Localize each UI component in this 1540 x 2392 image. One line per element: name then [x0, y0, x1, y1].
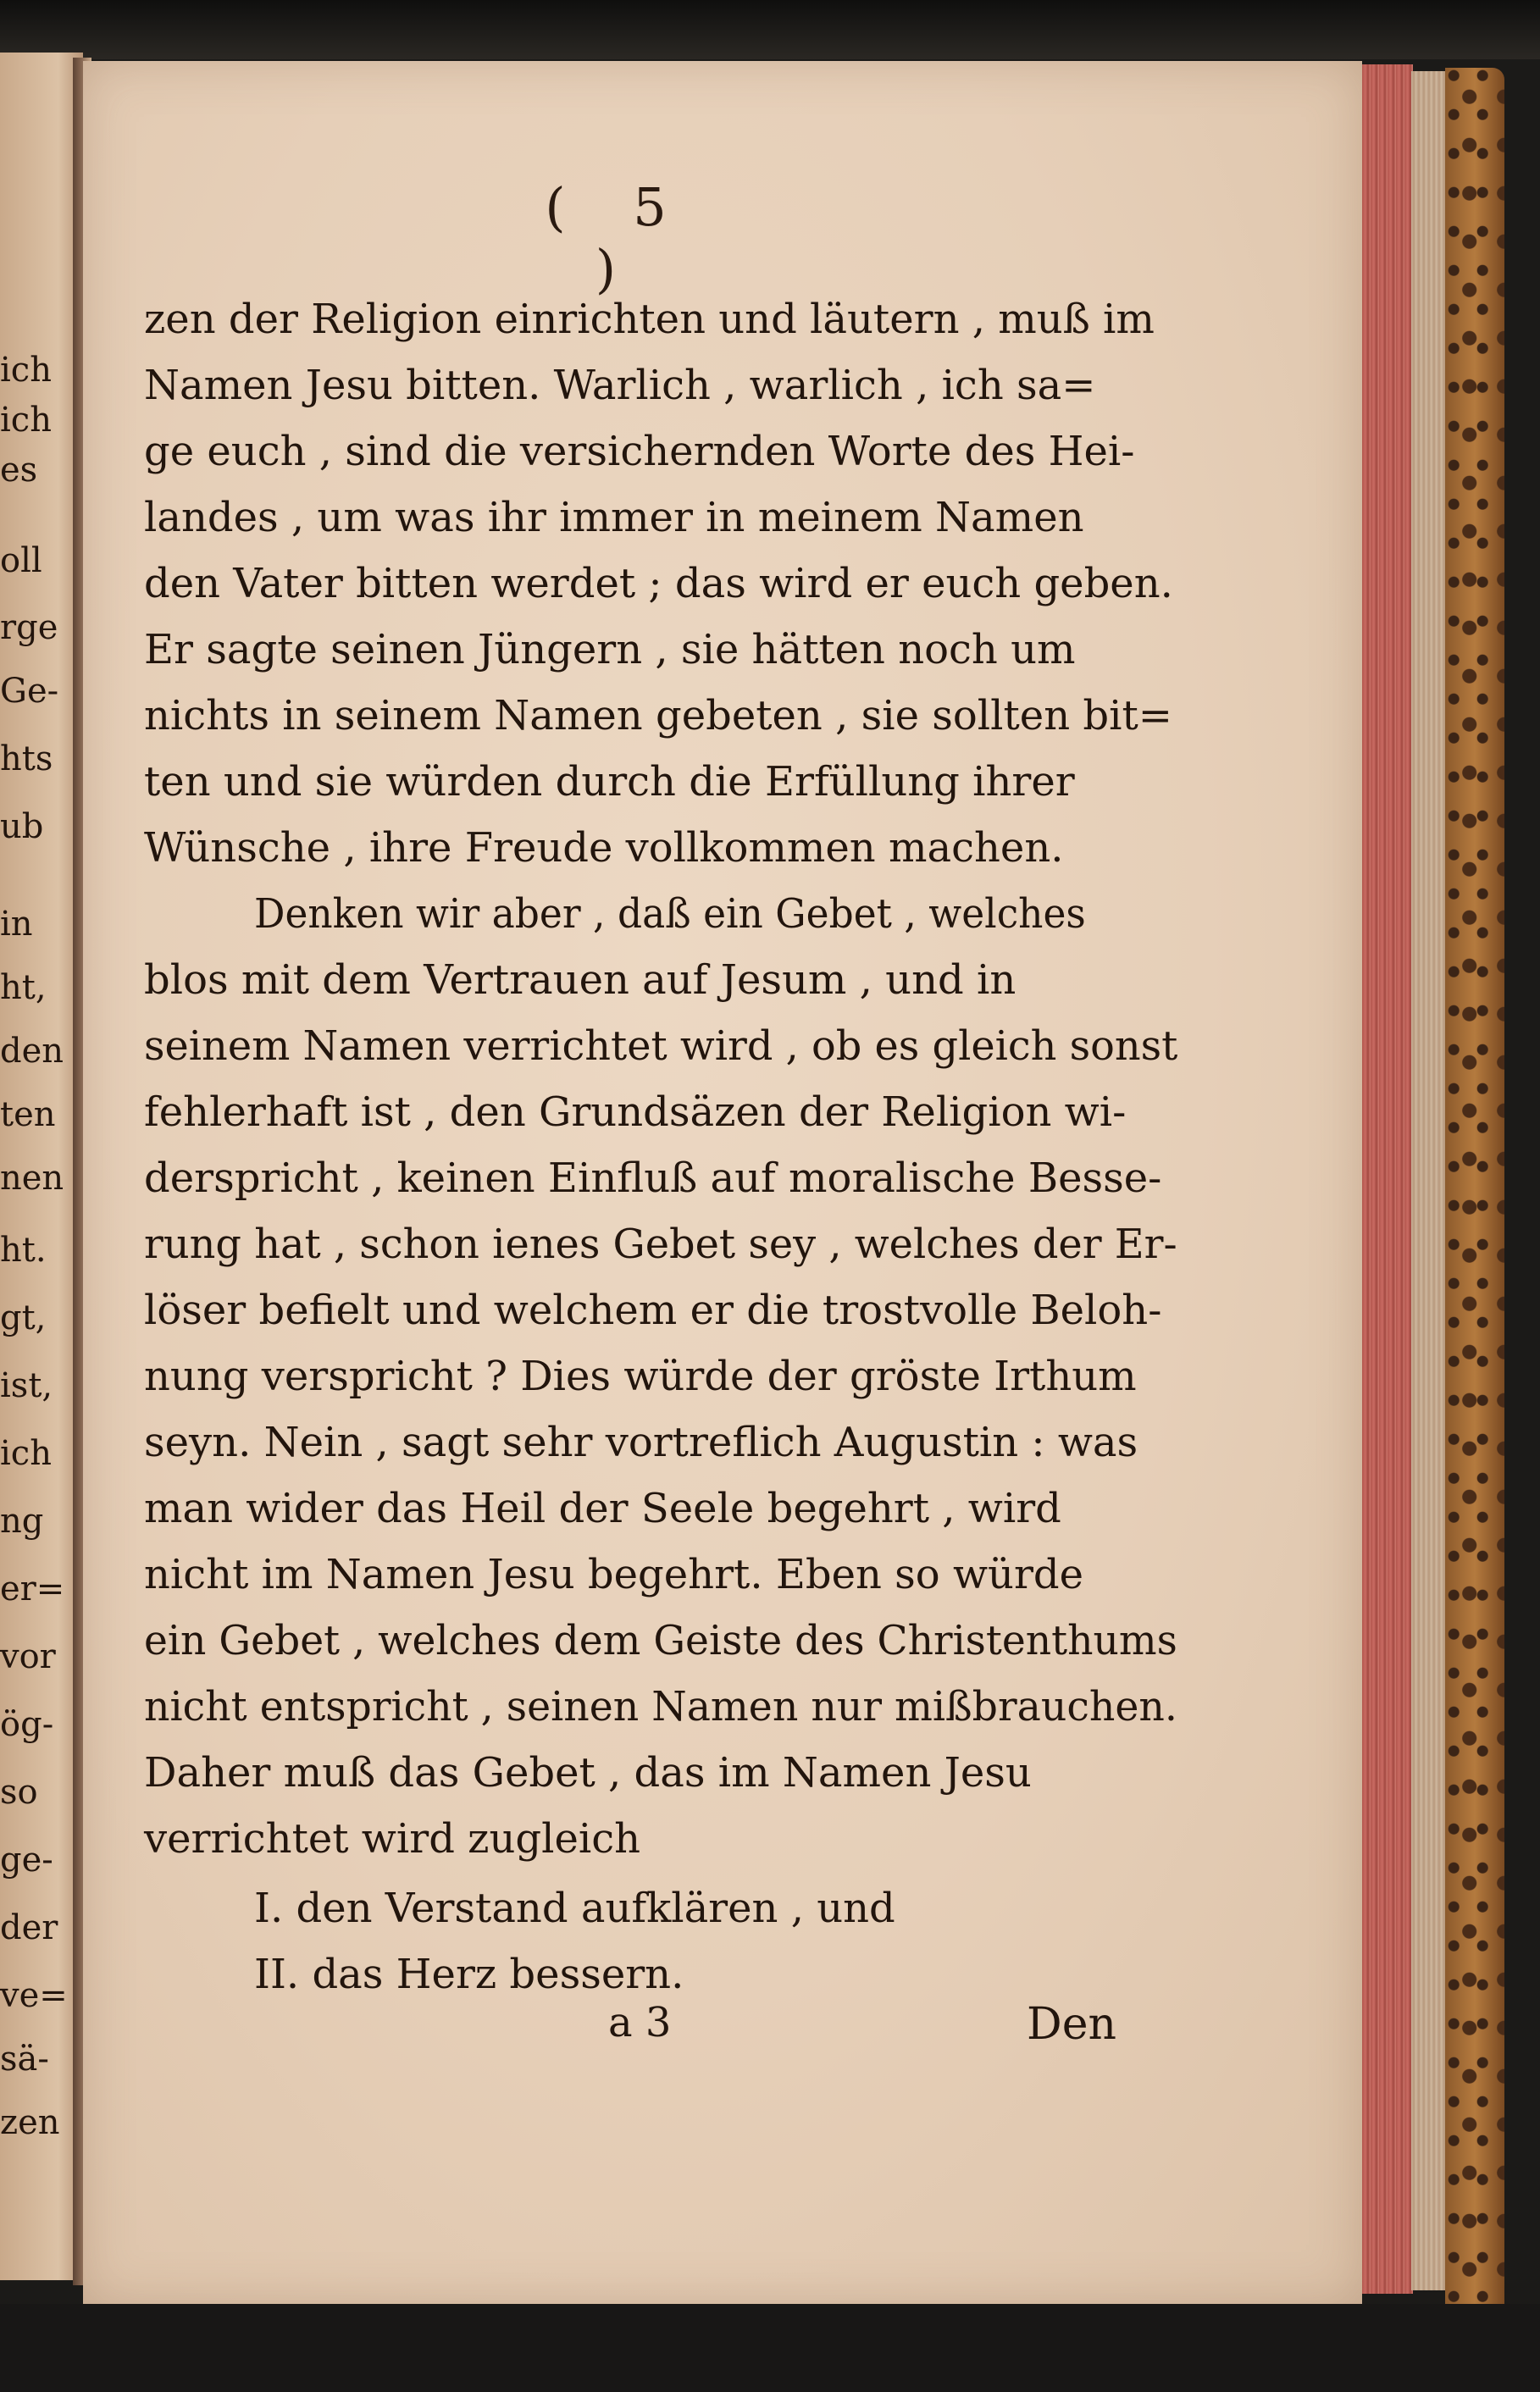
text-line: löser befielt und welchem er die trostvolle Beloh- — [144, 1287, 1162, 1334]
left-page-line: den — [0, 1032, 64, 1071]
left-page-line: zen — [0, 2103, 60, 2142]
text-line: seinem Namen verrichtet wird , ob es gleich sonst — [144, 1022, 1178, 1070]
text-line: verrichtet wird zugleich — [144, 1815, 641, 1863]
left-page-line: ub — [0, 807, 44, 846]
text-line: ten und sie würden durch die Erfüllung ihrer — [144, 758, 1075, 806]
left-page-line: sä- — [0, 2040, 49, 2079]
text-line: Daher muß das Gebet , das im Namen Jesu — [144, 1749, 1032, 1797]
text-line: man wider das Heil der Seele begehrt , wird — [144, 1485, 1061, 1532]
text-line: nicht im Namen Jesu begehrt. Eben so würde — [144, 1551, 1084, 1598]
left-page-line: Ge- — [0, 672, 59, 711]
left-page-line: ich — [0, 1434, 52, 1473]
text-line: Wünsche , ihre Freude vollkommen machen. — [144, 824, 1064, 872]
red-page-edges — [1354, 64, 1413, 2294]
left-page-line: rge — [0, 608, 58, 647]
left-page-line: ich — [0, 351, 52, 390]
text-line: Denken wir aber , daß ein Gebet , welches — [254, 890, 1086, 938]
list-item: I. den Verstand aufklären , und — [254, 1885, 895, 1932]
left-page-fragment — [0, 53, 83, 2280]
left-page-line: nen — [0, 1159, 64, 1198]
text-line: Namen Jesu bitten. Warlich , warlich , ich sa= — [144, 362, 1096, 409]
left-page-line: in — [0, 905, 33, 944]
text-line: zen der Religion einrichten und läutern , muß im — [144, 296, 1155, 343]
left-page-line: ge- — [0, 1841, 53, 1880]
list-item: II. das Herz bessern. — [254, 1951, 684, 1998]
text-line: ein Gebet , welches dem Geiste des Christenthums — [144, 1617, 1177, 1664]
text-line: den Vater bitten werdet ; das wird er euch geben. — [144, 560, 1173, 607]
left-page-line: ist, — [0, 1366, 53, 1405]
signature-mark: a 3 — [608, 1999, 672, 2046]
left-page-line: der — [0, 1908, 58, 1947]
scan-background-bottom — [0, 2304, 1540, 2392]
left-page-line: oll — [0, 541, 42, 580]
left-page-line: ich — [0, 401, 52, 440]
text-line: nichts in seinem Namen gebeten , sie sollten bit= — [144, 692, 1172, 739]
left-page-line: ht. — [0, 1231, 47, 1270]
text-line: derspricht , keinen Einfluß auf moralische Besse- — [144, 1154, 1162, 1202]
left-page-line: ng — [0, 1502, 44, 1541]
left-page-line: gt, — [0, 1298, 47, 1337]
text-line: seyn. Nein , sagt sehr vortreflich Augustin : was — [144, 1419, 1138, 1466]
left-page-line: es — [0, 451, 38, 490]
text-line: landes , um was ihr immer in meinem Namen — [144, 494, 1084, 541]
text-line: Er sagte seinen Jüngern , sie hätten noch um — [144, 626, 1076, 673]
text-line: fehlerhaft ist , den Grundsäzen der Religion wi- — [144, 1088, 1127, 1136]
left-page-line: er= — [0, 1570, 65, 1609]
text-line: nicht entspricht , seinen Namen nur mißbrauchen. — [144, 1683, 1177, 1730]
page-block-edge — [1411, 71, 1447, 2290]
left-page-line: vor — [0, 1637, 56, 1676]
left-page-line: ht, — [0, 968, 47, 1007]
scan-background-top — [0, 0, 1540, 59]
left-page-line: ve= — [0, 1976, 68, 2015]
left-page-line: ten — [0, 1095, 56, 1134]
text-line: rung hat , schon ienes Gebet sey , welches der Er- — [144, 1221, 1177, 1268]
left-page-line: hts — [0, 739, 53, 778]
page-number-header: ( 5 ) — [545, 176, 692, 300]
marbled-cover — [1445, 68, 1504, 2321]
catchword: Den — [1027, 1999, 1116, 2050]
left-page-line: so — [0, 1773, 38, 1812]
text-line: blos mit dem Vertrauen auf Jesum , und in — [144, 956, 1017, 1004]
text-line: nung verspricht ? Dies würde der gröste Irthum — [144, 1353, 1137, 1400]
text-line: ge euch , sind die versichernden Worte des Hei- — [144, 428, 1135, 475]
left-page-line: ög- — [0, 1705, 54, 1744]
